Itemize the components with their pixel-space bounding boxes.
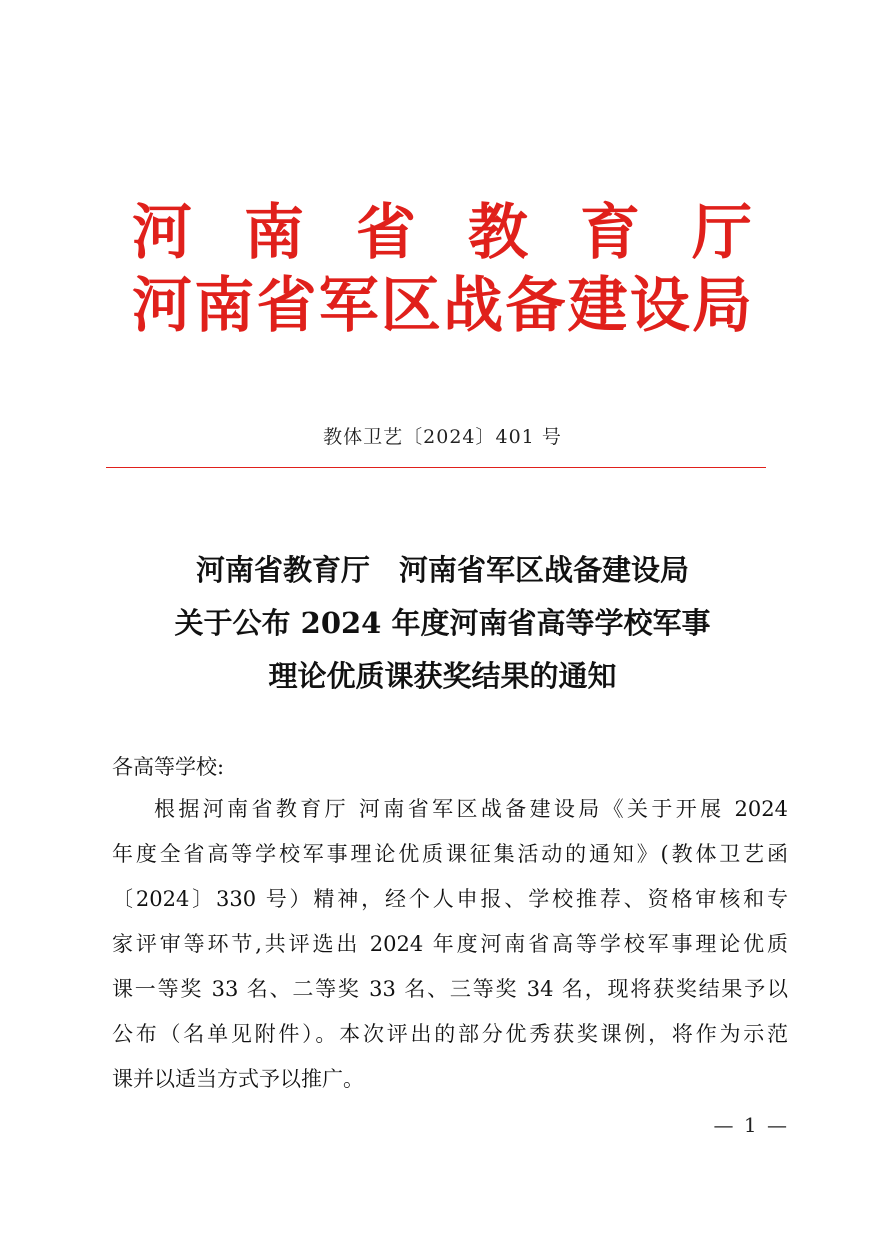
body-text-line: 根据河南省教育厅 河南省军区战备建设局《关于开展 2024 [154, 797, 788, 821]
letterhead-line-1 [132, 198, 752, 268]
letterhead-char: 育 [580, 198, 640, 268]
letterhead-char: 建 [567, 271, 628, 341]
red-divider [106, 467, 766, 468]
body-text-line: 公布（名单见附件）。本次评出的部分优秀获奖课例，将作为示范 [112, 1022, 788, 1046]
letterhead-char: 区 [380, 271, 441, 341]
letterhead-char: 设 [629, 271, 690, 341]
letterhead-char: 教 [468, 198, 528, 268]
letterhead-char: 战 [443, 271, 504, 341]
letterhead-char: 厅 [692, 198, 752, 268]
letterhead-char: 南 [194, 271, 255, 341]
letterhead-char: 河 [132, 271, 192, 341]
document-title-line-2: 关于公布 2024 年度河南省高等学校军事 [174, 606, 711, 640]
letterhead-char: 省 [256, 271, 317, 341]
body-text-line: 课一等奖 33 名、二等奖 33 名、三等奖 34 名，现将获奖结果予以 [112, 977, 788, 1001]
document-number: 教体卫艺〔2024〕401 号 [323, 426, 562, 448]
salutation: 各高等学校: [112, 755, 225, 779]
letterhead-char: 省 [356, 198, 416, 268]
letterhead-char: 局 [691, 271, 752, 341]
body-text-line: 年度全省高等学校军事理论优质课征集活动的通知》(教体卫艺函 [112, 842, 788, 866]
body-text-line: 家评审等环节,共评选出 2024 年度河南省高等学校军事理论优质 [112, 932, 788, 956]
letterhead-line-2 [132, 271, 752, 341]
letterhead-char: 南 [244, 198, 304, 268]
letterhead-char: 河 [132, 198, 192, 268]
letterhead-char: 军 [318, 271, 379, 341]
body-text-line: 课并以适当方式予以推广。 [112, 1067, 364, 1091]
document-title-line-3: 理论优质课获奖结果的通知 [268, 659, 617, 693]
page-number: — 1 — [713, 1113, 789, 1137]
document-title-line-1: 河南省教育厅 河南省军区战备建设局 [195, 553, 689, 587]
letterhead-char: 备 [505, 271, 566, 341]
body-text-line: 〔2024〕330 号）精神，经个人申报、学校推荐、资格审核和专 [112, 887, 788, 911]
